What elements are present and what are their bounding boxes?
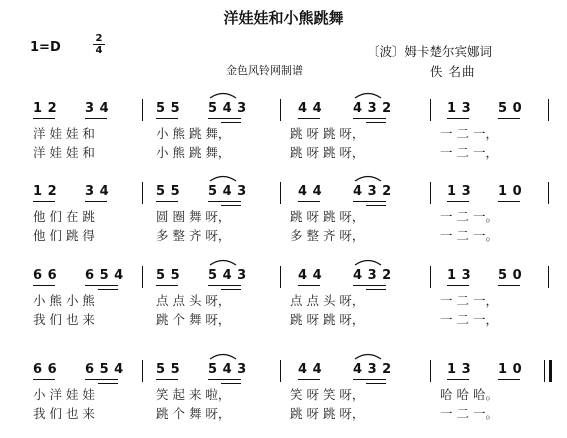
note-group: 5 4 3 bbox=[208, 101, 247, 116]
lyric-segment: 一 二 一， bbox=[440, 126, 498, 141]
time-numerator: 2 bbox=[95, 33, 103, 44]
lyric-segment: 圆 圈 舞 呀， bbox=[156, 209, 231, 224]
note-group: 1 0 bbox=[498, 362, 523, 377]
lyric-segment: 多 整 齐 呀， bbox=[156, 228, 231, 243]
note-group: 4 3 2 bbox=[353, 101, 392, 116]
time-denominator: 4 bbox=[95, 45, 103, 56]
note-group: 1 3 bbox=[447, 268, 472, 283]
note-group: 1 3 bbox=[447, 362, 472, 377]
lyric-segment: 他 们 跳 得 bbox=[33, 228, 95, 243]
note-group: 6 6 bbox=[33, 268, 58, 283]
lyric-segment: 小 熊 小 熊 bbox=[33, 293, 95, 308]
lyric-segment: 跳 呀 跳 呀， bbox=[290, 145, 365, 160]
note-group: 3 4 bbox=[85, 184, 110, 199]
lyric-segment: 一 二 一， bbox=[440, 293, 498, 308]
lyric-segment: 笑 呀 笑 呀， bbox=[290, 387, 365, 402]
note-group: 5 5 bbox=[156, 362, 181, 377]
note-group: 4 4 bbox=[298, 184, 323, 199]
lyric-segment: 小 熊 跳 舞， bbox=[156, 145, 231, 160]
lyric-segment: 一 二 一， bbox=[440, 312, 498, 327]
lyric-segment: 跳 呀 跳 呀， bbox=[290, 209, 365, 224]
lyricist-credit: 〔波〕姆卡楚尔宾娜词 bbox=[367, 44, 493, 59]
slur-arc bbox=[355, 355, 381, 360]
lyric-segment: 笑 起 来 啦， bbox=[156, 387, 231, 402]
note-group: 1 2 bbox=[33, 184, 58, 199]
note-group: 4 4 bbox=[298, 268, 323, 283]
lyric-segment: 一 二 一， bbox=[440, 145, 498, 160]
note-group: 1 3 bbox=[447, 101, 472, 116]
lyric-segment: 洋 娃 娃 和 bbox=[33, 145, 95, 160]
note-group: 4 4 bbox=[298, 362, 323, 377]
lyric-segment: 一 二 一。 bbox=[440, 209, 498, 224]
note-group: 4 3 2 bbox=[353, 362, 392, 377]
key-signature: 1=D bbox=[30, 40, 61, 55]
lyric-segment: 小 洋 娃 娃 bbox=[33, 387, 95, 402]
note-group: 5 5 bbox=[156, 268, 181, 283]
slur-arc bbox=[355, 94, 381, 99]
note-group: 6 6 bbox=[33, 362, 58, 377]
note-group: 5 5 bbox=[156, 101, 181, 116]
note-group: 5 4 3 bbox=[208, 184, 247, 199]
note-group: 1 0 bbox=[498, 184, 523, 199]
lyric-segment: 哈 哈 哈。 bbox=[440, 387, 498, 402]
note-group: 5 4 3 bbox=[208, 362, 247, 377]
note-group: 4 3 2 bbox=[353, 184, 392, 199]
note-group: 4 4 bbox=[298, 101, 323, 116]
lyric-segment: 跳 呀 跳 呀， bbox=[290, 312, 365, 327]
score-maker: 金色风铃网制谱 bbox=[226, 64, 303, 77]
lyric-segment: 多 整 齐 呀， bbox=[290, 228, 365, 243]
lyric-segment: 他 们 在 跳 bbox=[33, 209, 95, 224]
note-group: 5 0 bbox=[498, 101, 523, 116]
composer-credit: 佚 名曲 bbox=[430, 64, 476, 79]
slur-arc bbox=[355, 261, 381, 266]
note-group: 6 5 4 bbox=[85, 362, 124, 377]
note-group: 1 3 bbox=[447, 184, 472, 199]
lyric-segment: 小 熊 跳 舞， bbox=[156, 126, 231, 141]
lyric-segment: 我 们 也 来 bbox=[33, 312, 95, 327]
note-group: 5 0 bbox=[498, 268, 523, 283]
note-group: 5 5 bbox=[156, 184, 181, 199]
slur-arc bbox=[210, 355, 236, 360]
note-group: 4 3 2 bbox=[353, 268, 392, 283]
lyric-segment: 一 二 一。 bbox=[440, 406, 498, 421]
note-group: 6 5 4 bbox=[85, 268, 124, 283]
note-group: 1 2 bbox=[33, 101, 58, 116]
slur-arc bbox=[210, 94, 236, 99]
note-group: 5 4 3 bbox=[208, 268, 247, 283]
slur-arc bbox=[355, 177, 381, 182]
song-title: 洋娃娃和小熊跳舞 bbox=[223, 9, 344, 27]
lyric-segment: 跳 呀 跳 呀， bbox=[290, 126, 365, 141]
note-group: 3 4 bbox=[85, 101, 110, 116]
lyric-segment: 跳 个 舞 呀， bbox=[156, 406, 231, 421]
slur-arc bbox=[210, 177, 236, 182]
slur-arc bbox=[210, 261, 236, 266]
lyric-segment: 一 二 一。 bbox=[440, 228, 498, 243]
lyric-segment: 跳 个 舞 呀， bbox=[156, 312, 231, 327]
lyric-segment: 洋 娃 娃 和 bbox=[33, 126, 95, 141]
lyric-segment: 我 们 也 来 bbox=[33, 406, 95, 421]
lyric-segment: 点 点 头 呀， bbox=[290, 293, 365, 308]
lyric-segment: 点 点 头 呀， bbox=[156, 293, 231, 308]
lyric-segment: 跳 呀 跳 呀， bbox=[290, 406, 365, 421]
